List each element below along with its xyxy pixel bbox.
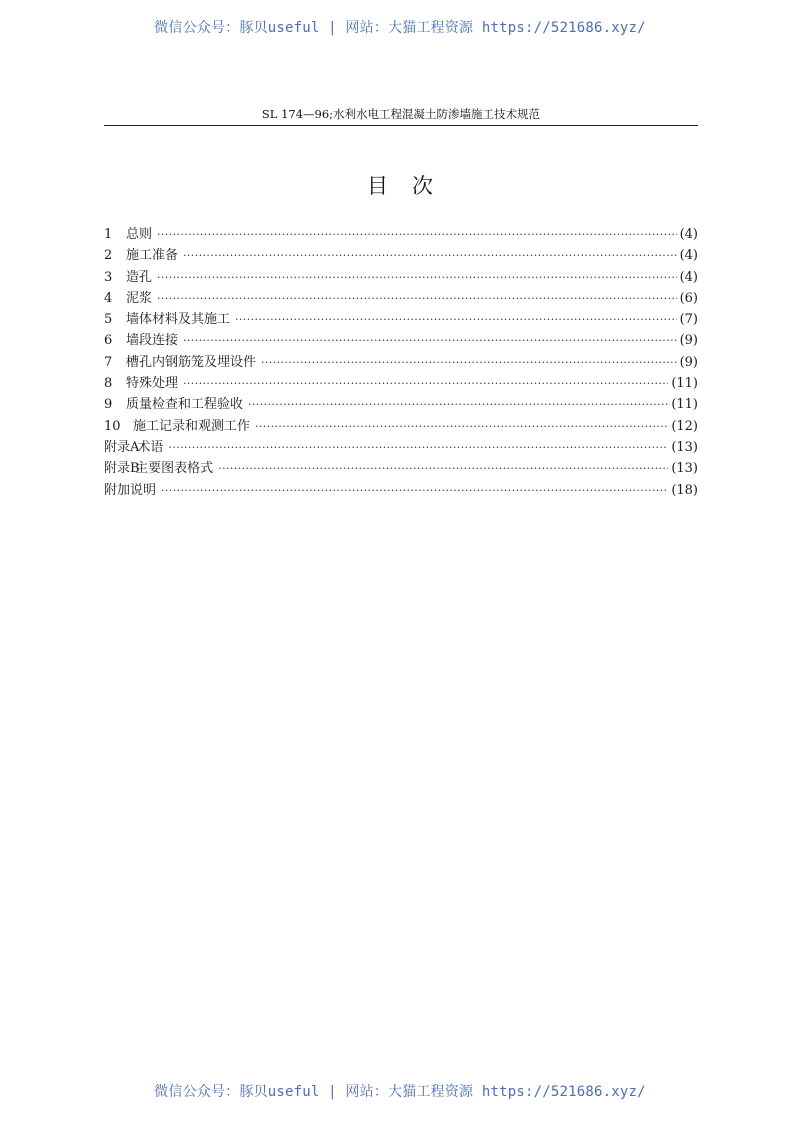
toc-entry-3[interactable] <box>104 267 698 288</box>
toc-leader <box>235 309 677 330</box>
toc-page: (11) <box>671 376 698 392</box>
toc-page: (7) <box>679 312 698 328</box>
toc-label: 泥浆 <box>126 290 153 306</box>
toc-label: 施工记录和观测工作 <box>133 418 251 434</box>
watermark-top: 微信公众号：豚贝useful | 网站：大猫工程资源 https://521686.xyz/ <box>154 20 646 36</box>
toc-page: (9) <box>679 333 698 349</box>
toc-page: (4) <box>679 227 698 242</box>
toc-page: (12) <box>671 418 698 434</box>
toc-label: 主要图表格式 <box>135 461 214 477</box>
toc-number: 2 <box>104 248 113 264</box>
toc-label: 施工准备 <box>126 248 179 264</box>
toc-page: (18) <box>671 482 698 498</box>
toc-leader <box>157 288 677 309</box>
toc-leader <box>218 458 668 479</box>
toc-number: 附录A <box>104 439 140 455</box>
toc-label: 术语 <box>137 439 164 455</box>
running-header: SL 174—96;水利水电工程混凝土防渗墙施工技术规范 <box>261 107 541 121</box>
toc-number: 3 <box>104 269 113 285</box>
toc-label: 总则 <box>126 227 153 242</box>
toc-page: (13) <box>671 439 698 455</box>
toc-number: 8 <box>104 376 113 392</box>
toc-entry-10[interactable] <box>104 416 698 437</box>
toc-page: (9) <box>679 354 698 370</box>
toc-entry-appendix-b[interactable] <box>104 458 698 479</box>
toc-entry-2[interactable] <box>104 245 698 266</box>
toc-leader <box>157 224 677 245</box>
toc-label: 墙段连接 <box>126 333 179 349</box>
toc-entry-6[interactable] <box>104 330 698 351</box>
toc-label: 特殊处理 <box>126 376 179 392</box>
toc-leader <box>261 352 677 373</box>
toc-leader <box>168 437 668 458</box>
toc-label: 附加说明 <box>104 482 157 498</box>
toc-page: (11) <box>671 397 698 413</box>
toc-leader <box>183 373 668 394</box>
toc-leader <box>183 330 677 351</box>
toc-entry-7[interactable] <box>104 352 698 373</box>
toc-entry-additional-notes[interactable] <box>104 480 698 501</box>
toc-label: 墙体材料及其施工 <box>126 312 231 328</box>
toc-entry-appendix-a[interactable] <box>104 437 698 458</box>
toc-entry-9[interactable] <box>104 394 698 415</box>
toc-page: (13) <box>671 461 698 477</box>
toc-number: 9 <box>104 397 113 413</box>
toc-page: (4) <box>679 269 698 285</box>
header-rule <box>104 125 698 126</box>
toc-page: (6) <box>679 290 698 306</box>
toc-leader <box>161 480 668 501</box>
toc-leader <box>255 416 668 437</box>
toc-label: 造孔 <box>126 269 153 285</box>
toc-number: 7 <box>104 354 113 370</box>
toc-number: 4 <box>104 290 113 306</box>
watermark-bottom: 微信公众号：豚贝useful | 网站：大猫工程资源 https://521686.xyz/ <box>154 1084 646 1100</box>
toc-leader <box>157 267 677 288</box>
toc-entry-8[interactable] <box>104 373 698 394</box>
toc-number: 附录B <box>104 461 140 477</box>
toc-number: 1 <box>104 227 113 242</box>
table-of-contents <box>104 224 698 501</box>
toc-entry-4[interactable] <box>104 288 698 309</box>
toc-leader <box>248 394 668 415</box>
toc-number: 10 <box>104 418 121 434</box>
toc-leader <box>183 245 677 266</box>
toc-number: 5 <box>104 312 113 328</box>
toc-entry-5[interactable] <box>104 309 698 330</box>
toc-label: 槽孔内钢筋笼及埋设件 <box>126 354 257 370</box>
toc-number: 6 <box>104 333 113 349</box>
toc-page: (4) <box>679 248 698 264</box>
toc-entry-1[interactable] <box>104 224 698 245</box>
toc-title: 目次 <box>367 174 457 198</box>
toc-label: 质量检查和工程验收 <box>126 397 244 413</box>
